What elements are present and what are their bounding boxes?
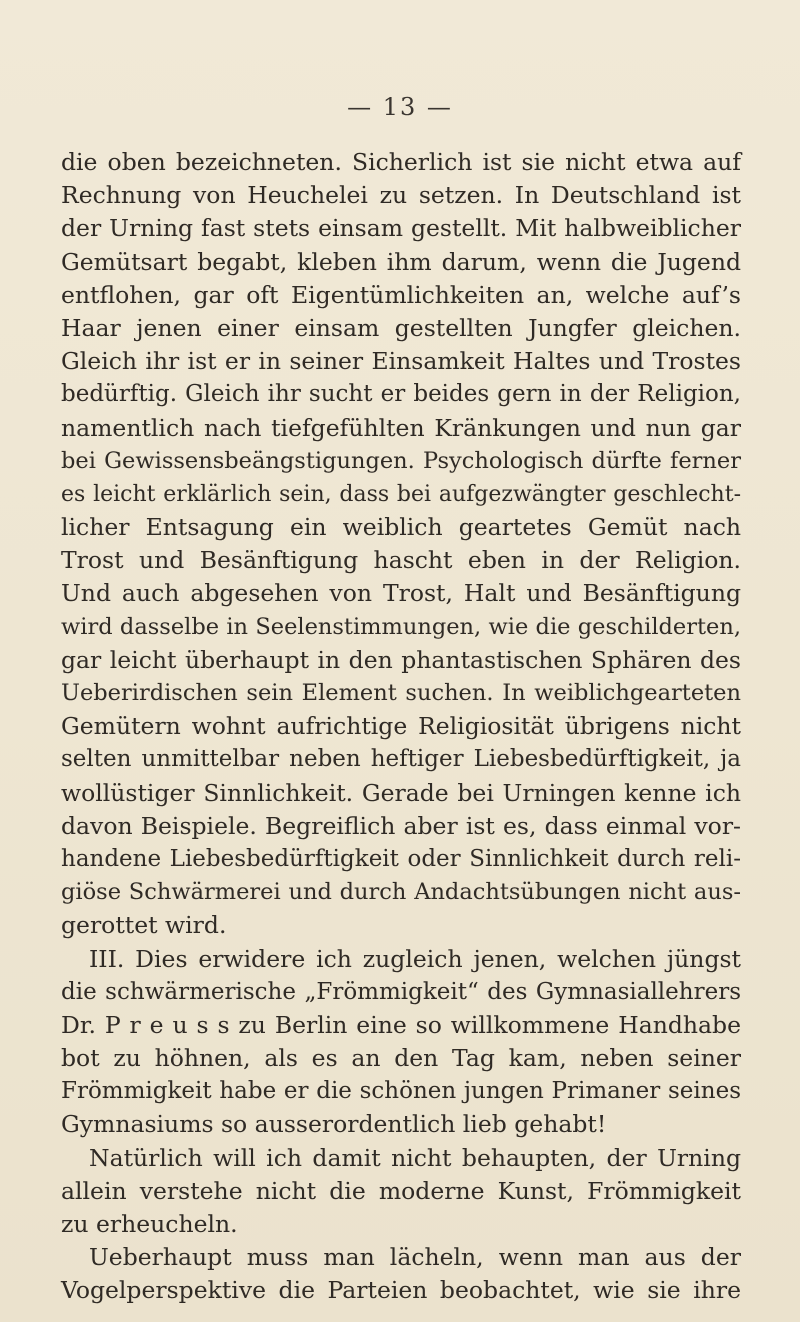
text-line: bei Gewissensbeängstigungen. Psychologisch dürfte ferner: [61, 447, 741, 474]
text-line: es leicht erklärlich sein, dass bei aufgezwängter geschlecht-: [61, 481, 741, 507]
text-line: wollüstiger Sinnlichkeit. Gerade bei Urningen kenne ich: [61, 778, 741, 807]
text-line: Haar jenen einer einsam gestellten Jungfer gleichen.: [61, 313, 741, 342]
text-line: Dr. P r e u s s zu Berlin eine so willkommene Handhabe: [61, 1010, 741, 1039]
text-line: die oben bezeichneten. Sicherlich ist sie nicht etwa auf: [61, 148, 741, 176]
text-line: allein verstehe nicht die moderne Kunst, Frömmigkeit: [61, 1176, 741, 1205]
text-line: Ueberhaupt muss man lächeln, wenn man aus der: [89, 1243, 741, 1272]
text-line: Gymnasiums so ausserordentlich lieb gehabt!: [61, 1110, 607, 1139]
body-text: [61, 146, 741, 1308]
text-line: die schwärmerische „Frömmigkeit“ des Gymnasiallehrers: [61, 978, 741, 1005]
text-line: zu erheucheln.: [61, 1210, 238, 1238]
text-line: selten unmittelbar neben heftiger Liebesbedürftigkeit, ja: [61, 746, 741, 773]
text-line: Natürlich will ich damit nicht behaupten, der Urning: [89, 1143, 741, 1172]
text-line: Gemütsart begabt, kleben ihm darum, wenn die Jugend: [61, 247, 741, 276]
text-line: Gleich ihr ist er in seiner Einsamkeit Haltes und Trostes: [61, 347, 741, 376]
text-line: der Urning fast stets einsam gestellt. Mit halbweiblicher: [61, 214, 741, 243]
text-line: III. Dies erwidere ich zugleich jenen, welchen jüngst: [89, 944, 741, 973]
text-line: Gemütern wohnt aufrichtige Religiosität übrigens nicht: [61, 712, 741, 741]
text-line: giöse Schwärmerei und durch Andachtsübungen nicht aus-: [61, 879, 741, 906]
text-line: namentlich nach tiefgefühlten Kränkungen und nun gar: [61, 413, 741, 442]
text-line: entflohen, gar oft Eigentümlichkeiten an, welche auf’s: [61, 280, 741, 309]
text-line: Und auch abgesehen von Trost, Halt und Besänftigung: [61, 579, 741, 608]
text-line: wird dasselbe in Seelenstimmungen, wie die geschilderten,: [61, 613, 741, 640]
text-line: Trost und Besänftigung hascht eben in der Religion.: [61, 546, 741, 575]
text-line: gar leicht überhaupt in den phantastischen Sphären des: [61, 645, 741, 674]
text-line: davon Beispiele. Begreiflich aber ist es, dass einmal vor-: [61, 811, 741, 840]
page-number: — 13 —: [347, 93, 453, 121]
text-line: bot zu höhnen, als es an den Tag kam, neben seiner: [61, 1044, 741, 1073]
text-line: Rechnung von Heuchelei zu setzen. In Deutschland ist: [61, 181, 741, 210]
text-line: Ueberirdischen sein Element suchen. In weiblichgearteten: [61, 680, 741, 706]
text-line: licher Entsagung ein weiblich geartetes Gemüt nach: [61, 513, 741, 542]
text-line: handene Liebesbedürftigkeit oder Sinnlichkeit durch reli-: [61, 845, 741, 872]
text-line: Frömmigkeit habe er die schönen jungen Primaner seines: [61, 1078, 741, 1105]
text-line: Vogelperspektive die Parteien beobachtet, wie sie ihre: [61, 1276, 741, 1305]
text-line: gerottet wird.: [61, 911, 227, 940]
text-line: bedürftig. Gleich ihr sucht er beides gern in der Religion,: [61, 381, 741, 408]
